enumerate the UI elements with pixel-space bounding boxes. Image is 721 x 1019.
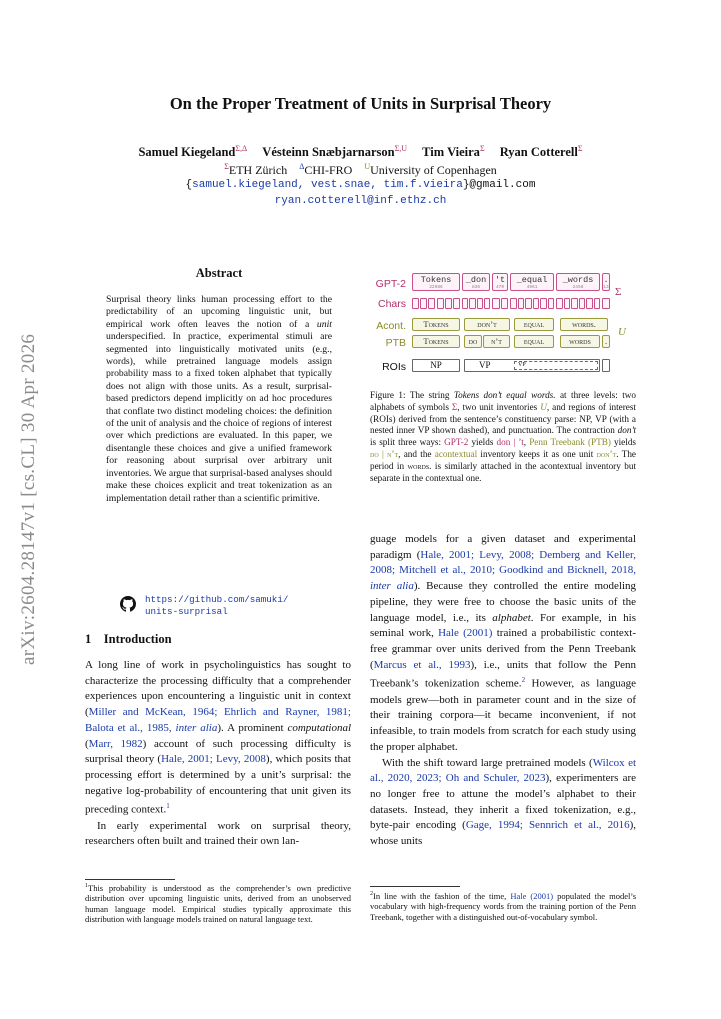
gpt2-token	[602, 273, 610, 291]
affiliations	[0, 162, 721, 178]
citation-link[interactable]: Hale (2001)	[510, 890, 554, 901]
row-label-chars: Chars	[377, 298, 406, 310]
caption-ptb: Penn Treebank (PTB)	[529, 437, 611, 448]
token-text: 't	[494, 275, 506, 285]
arxiv-identifier: arXiv:2604.28147v1 [cs.CL] 30 Apr 2026	[18, 333, 39, 665]
token-id: 2456	[572, 285, 584, 290]
ptb-unit: words	[560, 335, 600, 348]
body-text: trained a probabilistic context-free grammar over units derived from the Penn Treebank (	[370, 627, 636, 671]
acont-unit: equal	[514, 318, 554, 331]
row-label-gpt2: GPT-2	[375, 278, 406, 290]
gpt2-token	[412, 273, 460, 291]
caption-acont: acontextual	[434, 448, 478, 459]
author-3	[422, 145, 484, 159]
row-label-rois: ROIs	[382, 361, 406, 373]
caption-text: is similarly attached in the acontextual inventory but separate in the contextual one.	[370, 460, 637, 483]
char-box	[510, 298, 517, 309]
body-text: ) account of such processing difficulty is surprisal theory (	[85, 737, 351, 766]
caption-label: Figure 1:	[370, 390, 406, 400]
body-text: A long line of work in psycholinguistics has sought to characterize the processing difficulty that a comprehender experiences upon encountering a linguistic unit in context (	[85, 659, 351, 719]
intro-paragraph-2: In early experimental work on surprisal theory, researchers often built and trained their own lan-	[85, 819, 351, 848]
token-text: _don	[465, 275, 487, 285]
footnote-marker[interactable]: 2	[521, 676, 526, 685]
section-number: 1	[85, 632, 92, 646]
char-box	[469, 298, 475, 309]
caption-text: , and regions of interest (ROIs) derived from the sentence’s constituency parse: NP, VP (with a nested inner VP shown dashed), and punctuation. The contraction	[370, 401, 636, 436]
footnote-2	[370, 889, 636, 922]
char-box	[412, 298, 419, 309]
author-1	[138, 145, 247, 159]
acont-unit: don’t	[464, 318, 510, 331]
citation-link[interactable]: Hale (2001)	[438, 627, 493, 640]
body-text: ). Because they controlled the entire modeling pipeline, they were free to choose the basic units of the language model, i.e., its	[370, 580, 637, 624]
caption-acont-unit: don’t	[596, 448, 617, 459]
caption-text: inventory keeps it as one unit	[477, 448, 597, 459]
char-box	[586, 298, 593, 309]
affiliation-mark: Σ	[224, 162, 229, 171]
author-name: Samuel Kiegeland	[138, 145, 236, 160]
footnote-number: 1	[85, 883, 88, 889]
token-id: 22986	[429, 285, 443, 290]
body-text: With the shift toward large pretrained models (	[382, 756, 593, 769]
author-marks: Σ	[479, 144, 485, 153]
body-text: ). A prominent	[217, 721, 288, 734]
figure-caption	[370, 390, 636, 484]
author-marks: Σ,U	[394, 144, 408, 153]
author-list	[0, 144, 721, 160]
acont-unit: Tokens	[412, 318, 460, 331]
char-box	[492, 298, 500, 309]
citation-link[interactable]: Marcus et al., 1993	[373, 658, 471, 671]
right-paragraph-2	[370, 756, 636, 850]
caption-emphasis: don’t	[617, 425, 636, 436]
author-4	[500, 145, 583, 159]
char-box	[477, 298, 483, 309]
body-text: However, as language models grew—both in parameter count and in the size of their training corpora—it became inconvenient, if not infeasible, to train models from scratch for each study using the proper alphabet.	[370, 677, 636, 753]
ptb-unit: equal	[514, 335, 554, 348]
author-name: Tim Vieira	[422, 145, 480, 160]
token-text: Tokens	[420, 275, 452, 285]
caption-text: The string	[405, 390, 454, 400]
sigma-label: Σ	[615, 286, 622, 298]
token-id: 13	[603, 285, 609, 290]
body-text: ), which posits that processing effort is determined by a unit’s surprisal: the negative log-probability of encountering that unit given its preceding context.	[85, 753, 351, 816]
section-title: Introduction	[103, 632, 172, 646]
ptb-unit: n’t	[483, 335, 510, 348]
paper-title: On the Proper Treatment of Units in Surprisal Theory	[169, 94, 552, 113]
affiliation-name: ETH Zürich	[228, 163, 288, 177]
abstract-body	[106, 294, 332, 505]
char-box	[445, 298, 452, 309]
char-box	[518, 298, 525, 309]
caption-text: is split three ways:	[370, 437, 445, 448]
figure-1	[360, 268, 640, 380]
author-2	[262, 145, 407, 159]
repo-url-line-2[interactable]: units-surprisal	[145, 606, 228, 617]
citation-link[interactable]: inter alia	[370, 580, 414, 593]
roi-inner-vp: VP	[514, 361, 598, 370]
email-link[interactable]: samuel.kiegeland, vest.snae, tim.f.vieira	[192, 179, 463, 191]
footnote-text: This probability is understood as the comprehender’s own predictive distribution over upcoming linguistic units, derived from an unobserved human language model. Empirical studies typically approximate this distribution with language models trained on natural language text.	[85, 882, 351, 925]
caption-symbol: Σ	[451, 401, 458, 412]
row-label-ptb: PTB	[385, 337, 406, 349]
body-text: . For example, in his seminal work,	[370, 611, 636, 640]
email-domain: }@gmail.com	[462, 179, 536, 191]
gpt2-token	[462, 273, 490, 291]
footnote-text: In line with the fashion of the time,	[373, 890, 511, 901]
affiliation-mark: Δ	[299, 162, 305, 171]
char-box	[602, 298, 610, 309]
abstract-text: underspecified. In practice, experimental stimuli are segmented into linguistically motivated units (e.g., words), while pretrained language models assign probability mass to a fixed token alphabet that typically does not align with those units. As a result, surprisal-based predictors depend implicitly on ad hoc procedures that conflate two distinct modeling choices: the definition of the unit of analysis and the choice of regions of interest over which predictions are evaluated. In this paper, we disentangle these choices and give a unified framework for reasoning about surprisal over arbitrary unit inventories. We argue that surprisal-based analyses should make these choices explicit and treat tokenization as an implementation detail rather than a scientific primitive.	[106, 331, 332, 504]
body-text: guage models for a given dataset and experimental paradigm (	[370, 533, 636, 561]
char-box	[484, 298, 490, 309]
abstract-text: Surprisal theory links human processing effort to the predictability of an upcoming linguistic unit, but empirical work often leaves the notion of a	[106, 294, 332, 330]
unit-inventory-label: U	[618, 326, 626, 338]
acont-unit: words.	[560, 318, 608, 331]
intro-paragraph-1	[85, 658, 351, 819]
char-box	[548, 298, 555, 309]
author-name: Vésteinn Snæbjarnarson	[262, 145, 395, 160]
char-box	[540, 298, 547, 309]
body-text: ), experimenters are no longer free to attune the model’s alphabet to their datasets. Instead, they inherit a fixed tokenization, e.g., byte-pair encoding (	[370, 772, 637, 832]
token-id: 470	[495, 285, 505, 290]
caption-text: ,	[523, 437, 530, 448]
char-box	[428, 298, 435, 309]
footnote-1	[85, 881, 351, 925]
body-emphasis: alphabet	[492, 611, 531, 624]
char-box	[533, 298, 540, 309]
email-line-2[interactable]: ryan.cotterell@inf.ethz.ch	[274, 195, 447, 207]
caption-symbol: U	[540, 401, 547, 412]
abstract-heading: Abstract	[195, 266, 243, 280]
caption-text: yields	[468, 437, 497, 448]
token-text: _equal	[516, 275, 548, 285]
caption-words: words.	[407, 460, 432, 471]
gpt2-token	[510, 273, 554, 291]
body-text: ), i.e., units that follow the Penn Treebank’s tokenization scheme.	[370, 658, 636, 690]
footnote-rule	[85, 879, 175, 880]
citation-link[interactable]: Gage, 1994; Sennrich et al., 2016	[465, 819, 630, 832]
citation-link[interactable]: Miller and McKean, 1964; Ehrlich and Rayner, 1981; Balota et al., 1985,	[85, 706, 351, 734]
token-text: .	[603, 275, 609, 285]
footnote-number: 2	[370, 891, 373, 897]
footnote-text: populated the model’s vocabulary with high-frequency words from the training portion of the Penn Treebank, together with a distinguished out-of-vocabulary symbol.	[370, 890, 636, 922]
ptb-unit: do	[464, 335, 482, 348]
email-brace: {	[185, 179, 193, 191]
repo-url-line-1[interactable]: https://github.com/samuki/	[145, 594, 289, 605]
char-box	[579, 298, 586, 309]
section-heading	[85, 632, 172, 647]
token-text: _words	[562, 275, 594, 285]
gpt2-token	[492, 273, 508, 291]
right-paragraph-1	[370, 532, 636, 756]
abstract-emphasis: unit	[316, 318, 332, 330]
affiliation-mark: U	[364, 162, 371, 171]
char-box	[525, 298, 532, 309]
right-column-body	[370, 532, 636, 850]
roi-punct	[602, 359, 610, 372]
char-box	[564, 298, 571, 309]
roi-label: VP	[479, 360, 491, 370]
citation-link[interactable]: Marr, 1982	[88, 737, 143, 750]
affiliation-name: University of Copenhagen	[370, 163, 497, 177]
char-box	[556, 298, 563, 309]
caption-text: , two unit inventories	[457, 401, 541, 412]
citation-link[interactable]: inter alia	[175, 721, 218, 734]
repo-link[interactable]	[120, 594, 288, 618]
char-box	[462, 298, 468, 309]
author-name: Ryan Cotterell	[499, 145, 578, 160]
caption-text: yields	[610, 437, 636, 448]
citation-link[interactable]: Hale, 2001; Levy, 2008; Demberg and Keller, 2008; Mitchell et al., 2010; Goodkind and Bicknell, 2018,	[370, 548, 637, 577]
body-text: ), whose units	[370, 819, 637, 848]
token-id: 4961	[526, 285, 538, 290]
caption-emphasis: Tokens don’t equal words.	[453, 390, 556, 400]
char-box	[594, 298, 601, 309]
citation-link[interactable]: Wilcox et al., 2020, 2023; Oh and Schuler, 2023	[370, 756, 637, 785]
email-line-1	[0, 179, 721, 191]
affiliation-name: CHI-FRO	[304, 163, 353, 177]
token-id: 836	[471, 285, 481, 290]
left-column-body	[85, 658, 351, 850]
body-text: (	[85, 737, 89, 750]
ptb-unit: .	[602, 335, 610, 348]
char-box	[571, 298, 578, 309]
char-box	[437, 298, 444, 309]
body-emphasis: computational	[287, 721, 352, 734]
footnote-rule	[370, 886, 460, 887]
caption-text: at three levels: two alphabets of symbols	[370, 390, 636, 412]
github-icon	[120, 596, 136, 612]
caption-text: , and the	[398, 448, 435, 459]
roi-np: NP	[412, 359, 460, 372]
gpt2-token	[556, 273, 600, 291]
char-box	[453, 298, 460, 309]
caption-gpt2: GPT-2	[444, 437, 469, 448]
char-box	[501, 298, 509, 309]
author-marks: Σ,Δ	[235, 144, 248, 153]
caption-text: . The period in	[370, 448, 636, 471]
caption-ptb-split: do | n’t	[370, 448, 399, 459]
row-label-acont: Acont.	[376, 320, 406, 332]
char-box	[420, 298, 427, 309]
ptb-unit: Tokens	[412, 335, 460, 348]
author-marks: Σ	[577, 144, 583, 153]
citation-link[interactable]: Hale, 2001; Levy, 2008	[161, 753, 266, 766]
caption-gpt2-split: don | ’t	[496, 437, 524, 448]
footnote-marker[interactable]: 1	[166, 802, 170, 811]
